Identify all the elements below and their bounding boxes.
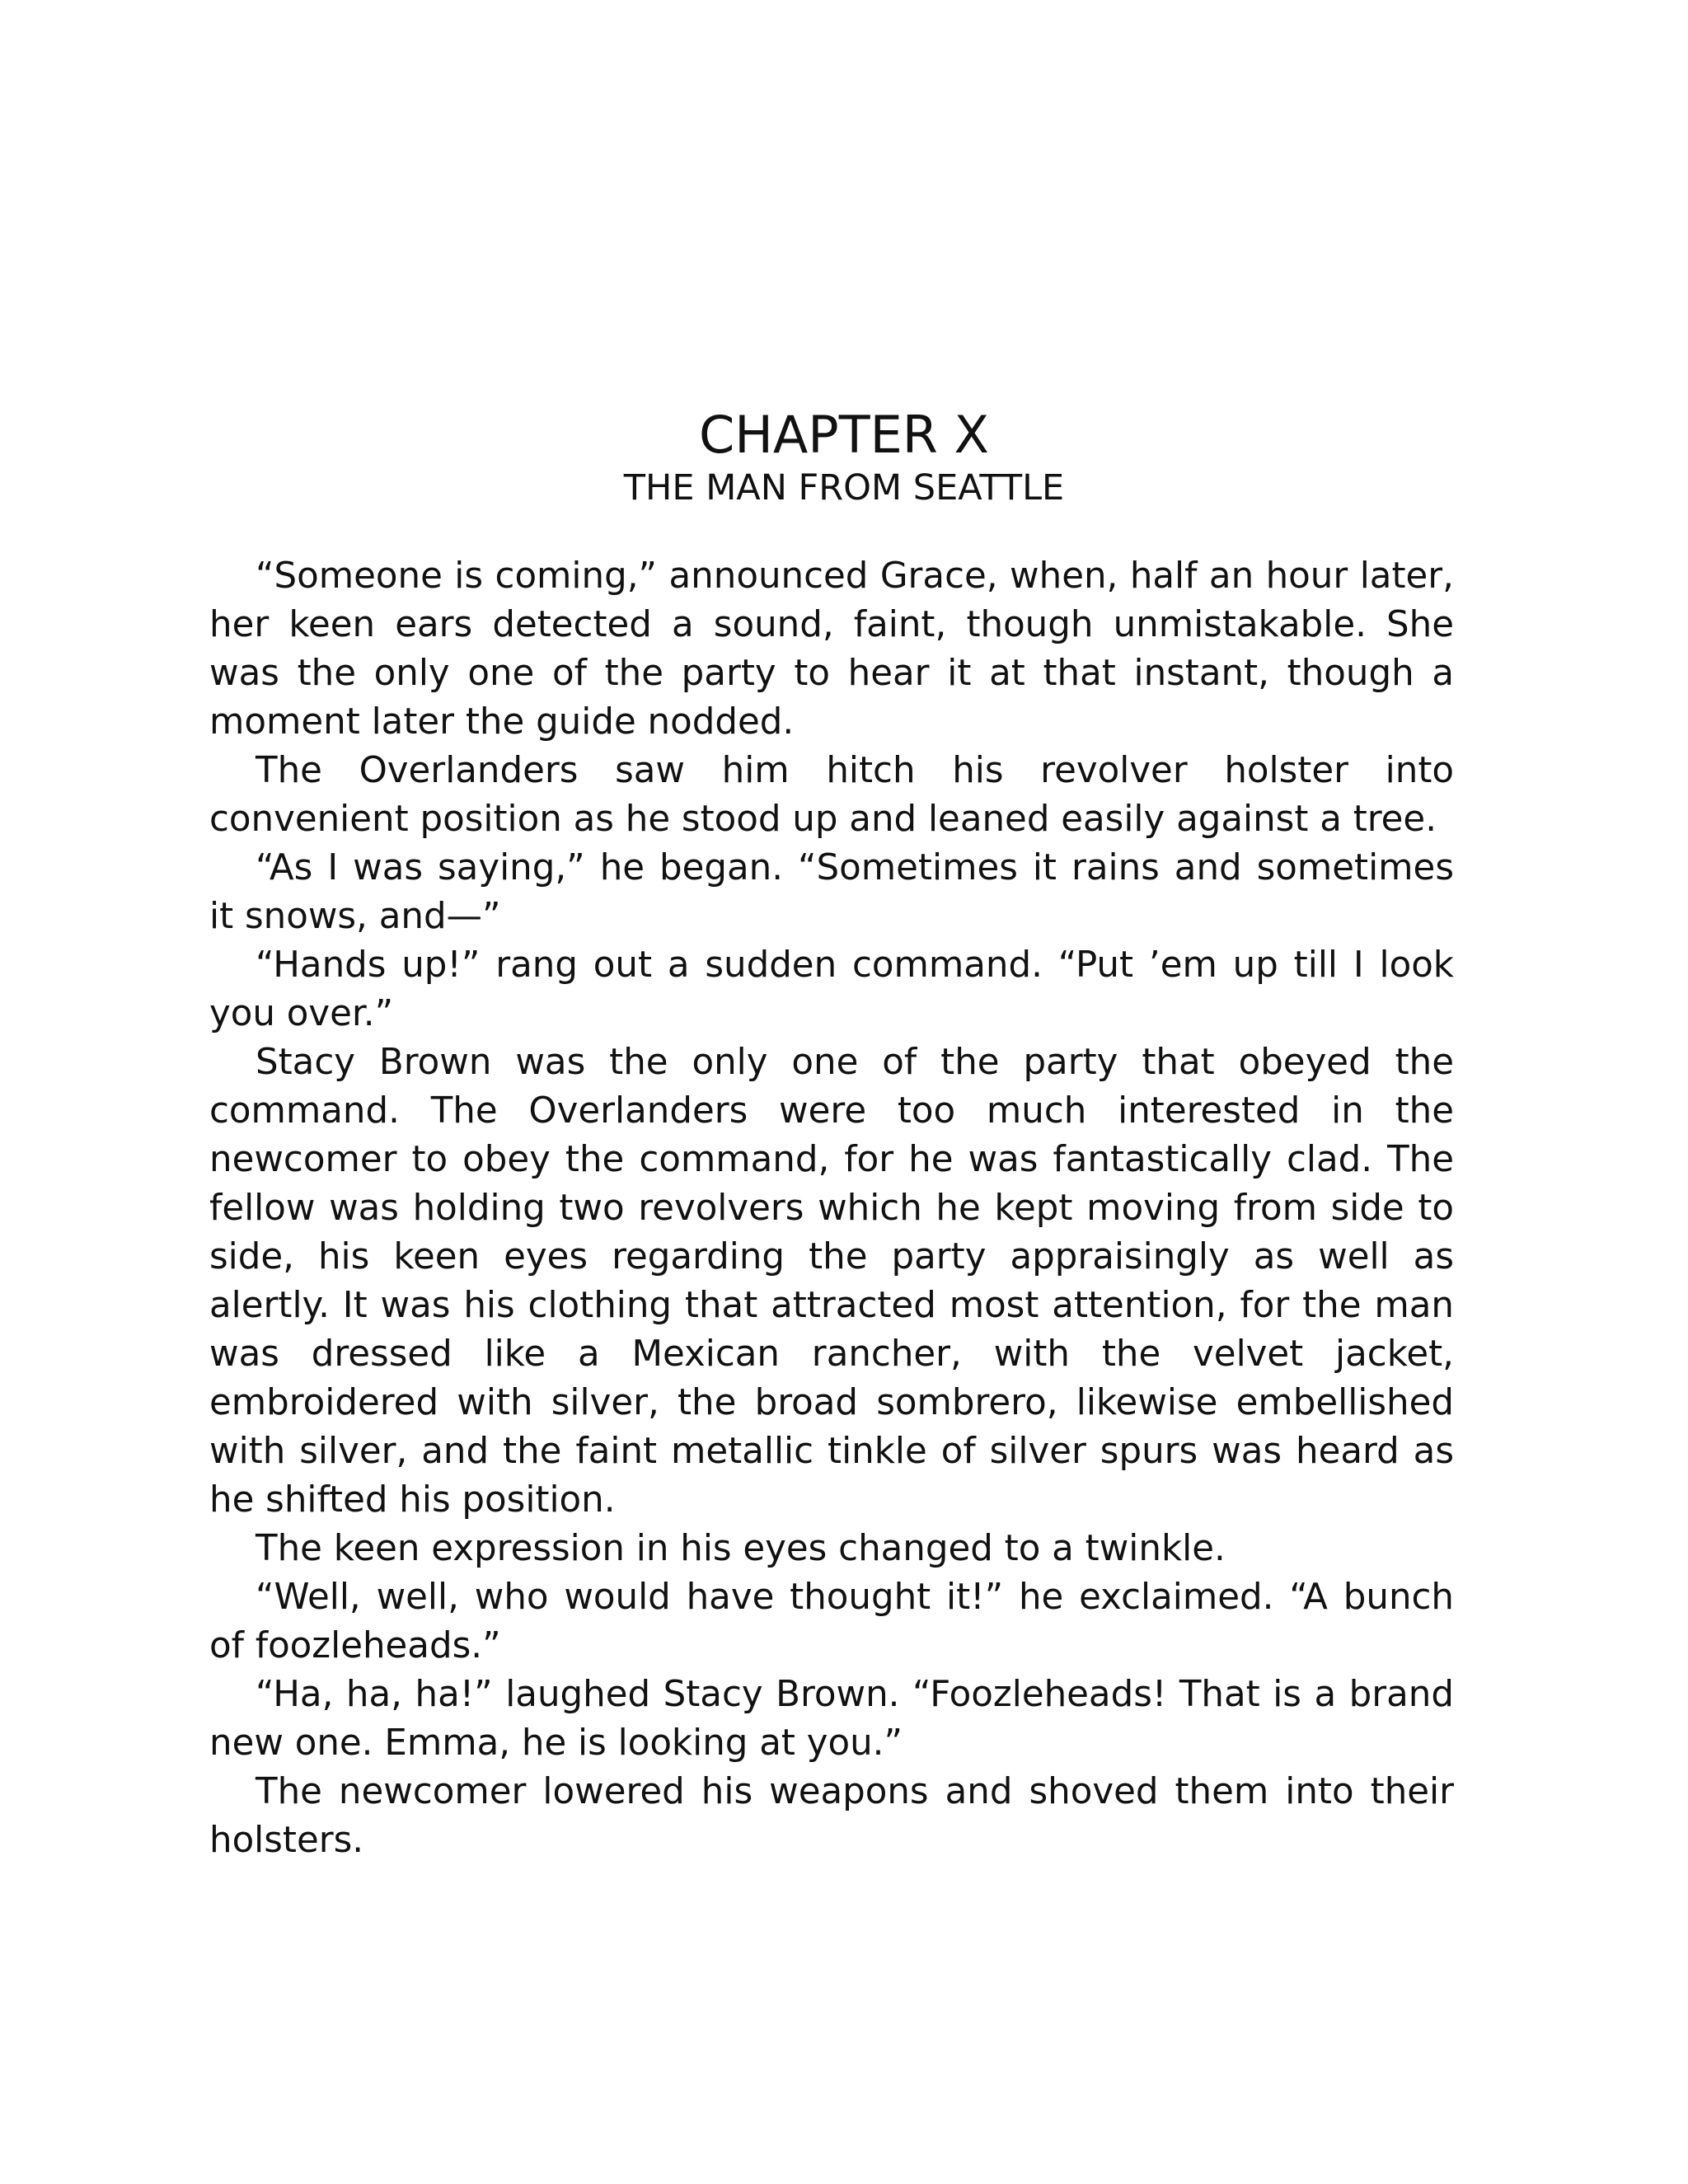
chapter-number: CHAPTER X	[698, 405, 990, 465]
chapter-title: THE MAN FROM SEATTLE	[623, 467, 1065, 509]
paragraph: “Well, well, who would have thought it!” he exclaimed. “A bunch of foozleheads.”	[209, 1577, 1454, 1666]
paragraph: “As I was saying,” he began. “Sometimes it rains and sometimes it snows, and—”	[209, 847, 1454, 937]
paragraph: The newcomer lowered his weapons and shoved them into their holsters.	[209, 1771, 1454, 1861]
paragraph: “Ha, ha, ha!” laughed Stacy Brown. “Foozleheads! That is a brand new one. Emma, he is looking at you.”	[209, 1674, 1454, 1764]
paragraph: The keen expression in his eyes changed to a twinkle.	[256, 1528, 1226, 1569]
paragraph: “Someone is coming,” announced Grace, when, half an hour later, her keen ears detected a sound, faint, though unmistakable. She was the only one of the party to hear it at that instant, though a moment later the guide nodded.	[209, 555, 1454, 743]
paragraph: The Overlanders saw him hitch his revolver holster into convenient position as he stood up and leaned easily against a tree.	[209, 750, 1454, 840]
chapter-body	[209, 552, 1454, 1865]
paragraph: Stacy Brown was the only one of the party that obeyed the command. The Overlanders were too much interested in the newcomer to obey the command, for he was fantastically clad. The fellow was holding two revolvers which he kept moving from side to side, his keen eyes regarding the party appraisingly as well as alertly. It was his clothing that attracted most attention, for the man was dressed like a Mexican rancher, with the velvet jacket, embroidered with silver, the broad sombrero, likewise embellished with silver, and the faint metallic tinkle of silver spurs was heard as he shifted his position.	[209, 1042, 1454, 1521]
paragraph: “Hands up!” rang out a sudden command. “Put ’em up till I look you over.”	[209, 944, 1454, 1034]
